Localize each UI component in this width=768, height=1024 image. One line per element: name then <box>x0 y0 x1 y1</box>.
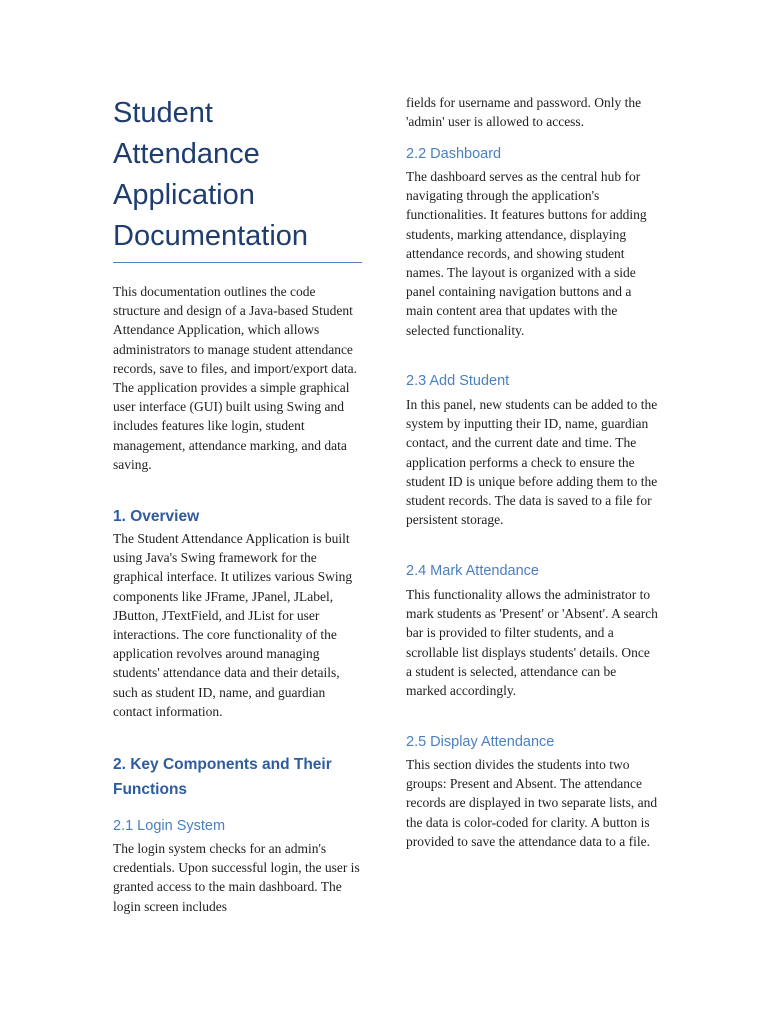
heading-overview: 1. Overview <box>113 508 200 525</box>
heading-dashboard: 2.2 Dashboard <box>406 146 502 162</box>
login-paragraph-part2: fields for username and password. Only the 'admin' user is allowed to access. <box>406 95 642 130</box>
heading-add-student: 2.3 Add Student <box>406 373 510 389</box>
heading-display-attendance: 2.5 Display Attendance <box>406 734 555 750</box>
login-paragraph-part1: The login system checks for an admin's credentials. Upon successful login, the user is granted access to the main dashboard. The login screen includes <box>113 841 360 914</box>
display-attendance-paragraph: This section divides the students into two groups: Present and Absent. The attendance records are displayed in two separate lists, and the data is color-coded for clarity. A button is provided to save the attendance data to a file. <box>406 757 658 849</box>
overview-paragraph: The Student Attendance Application is built using Java's Swing framework for the graphical interface. It utilizes various Swing components like JFrame, JPanel, JLabel, JButton, JTextField, and JList for user interactions. The core functionality of the application revolves around managing students' attendance data and their details, such as student ID, name, and guardian contact information. <box>113 531 353 719</box>
heading-mark-attendance: 2.4 Mark Attendance <box>406 563 539 579</box>
intro-paragraph: This documentation outlines the code structure and design of a Java-based Student Attendance Application, which allows administrators to manage student attendance records, save to files, and import/export data. The application provides a simple graphical user interface (GUI) built using Swing and includes features like login, student management, attendance marking, and data saving. <box>113 284 358 472</box>
heading-key-components: 2. Key Components and Their Functions <box>113 756 332 798</box>
add-student-paragraph: In this panel, new students can be added to the system by inputting their ID, name, guardian contact, and the current date and time. The application performs a check to ensure the student ID is unique before adding them to the student records. The data is saved to a file for persistent storage. <box>406 397 658 528</box>
mark-attendance-paragraph: This functionality allows the administrator to mark students as 'Present' or 'Absent'. A search bar is provided to filter students, and a scrollable list displays students' details. Once a student is selected, attendance can be marked accordingly. <box>406 587 658 699</box>
document-title: Student Attendance Application Documentation <box>113 97 309 252</box>
heading-login-system: 2.1 Login System <box>113 818 226 834</box>
title-divider <box>113 262 362 263</box>
dashboard-paragraph: The dashboard serves as the central hub for navigating through the application's functionalities. It features buttons for adding students, marking attendance, displaying attendance records, and showing student names. The layout is organized with a side panel containing navigation buttons and a main content area that updates with the selected functionality. <box>406 169 647 338</box>
